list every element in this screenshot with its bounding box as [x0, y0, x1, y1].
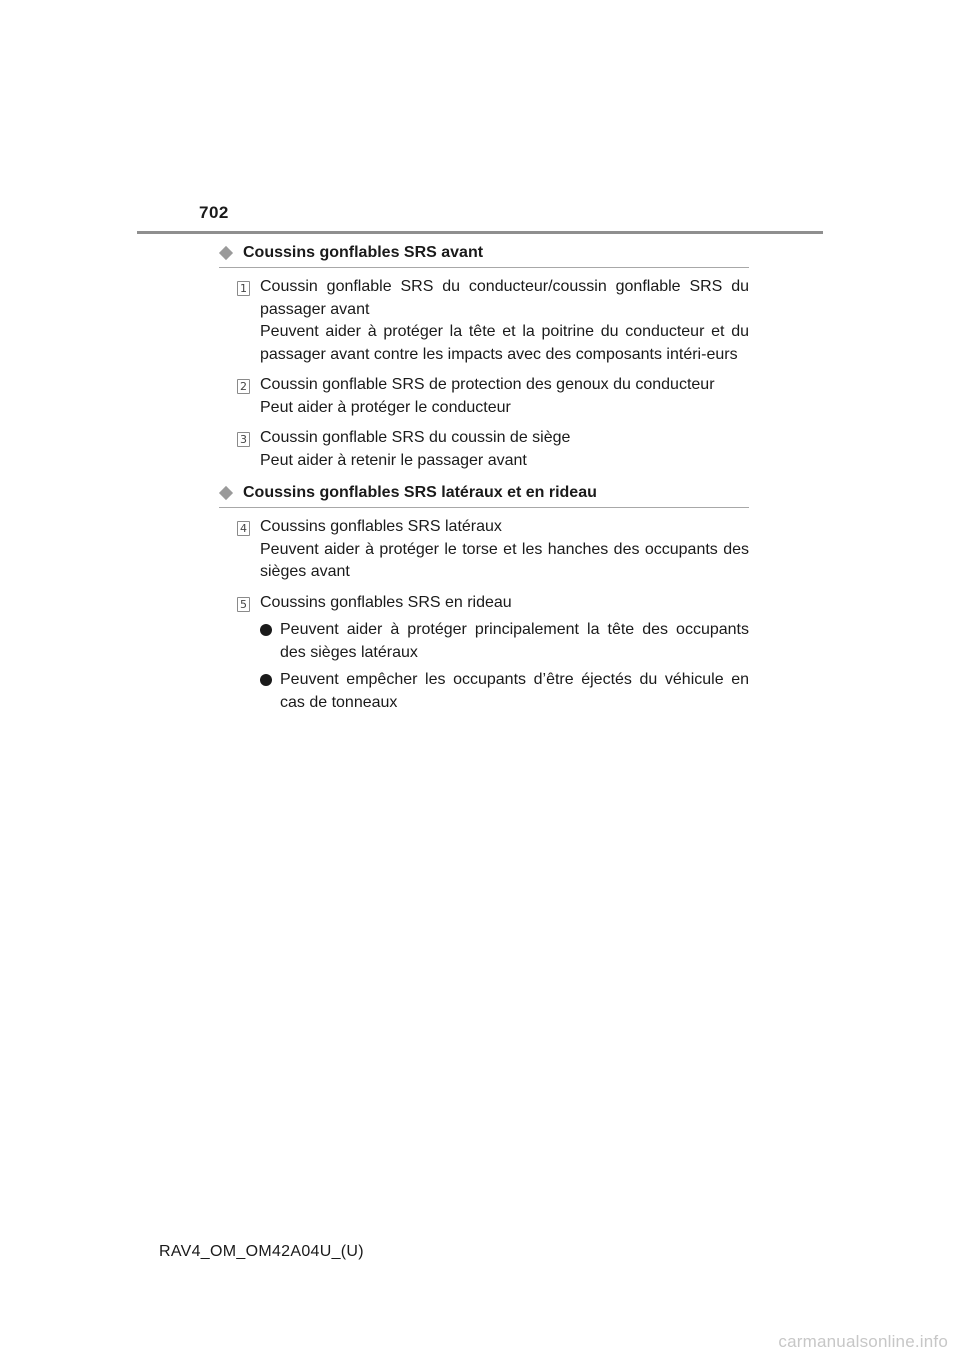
bullet-dot-icon: [260, 624, 272, 636]
list-item: [219, 592, 749, 715]
watermark: carmanualsonline.info: [778, 1332, 948, 1351]
item-description: Peuvent aider à protéger le torse et les hanches des occupants des sièges avant: [260, 540, 749, 580]
page-number: 702: [199, 203, 229, 222]
sub-bullet-text: Peuvent aider à protéger principalement la tête des occupants des sièges latéraux: [280, 621, 749, 661]
item-title: Coussins gonflables SRS en rideau: [260, 593, 512, 611]
item-number-badge: 1: [237, 281, 250, 296]
page-content: [219, 242, 749, 714]
sub-bullet-item: [260, 619, 749, 664]
item-title: Coussin gonflable SRS de protection des genoux du conducteur: [260, 376, 715, 393]
bullet-dot-icon: [260, 674, 272, 686]
diamond-bullet-icon: [219, 246, 233, 260]
item-description: Peut aider à retenir le passager avant: [260, 451, 527, 469]
header-rule: [137, 231, 823, 234]
sub-bullet-item: [260, 669, 749, 714]
sub-bullet-text: Peuvent empêcher les occupants d’être éjectés du véhicule en cas de tonneaux: [280, 671, 749, 711]
section-front-airbags: [219, 242, 749, 472]
list-item: [219, 516, 749, 584]
item-title: Coussins gonflables SRS latéraux: [260, 518, 502, 535]
section-heading: [219, 242, 749, 268]
section-heading: [219, 482, 749, 508]
list-item: [219, 427, 749, 472]
diamond-bullet-icon: [219, 486, 233, 500]
section-side-curtain-airbags: [219, 482, 749, 714]
list-item: [219, 374, 749, 419]
item-number-badge: 3: [237, 432, 250, 447]
section-heading-text: Coussins gonflables SRS latéraux et en rideau: [243, 484, 597, 501]
document-code: RAV4_OM_OM42A04U_(U): [159, 1243, 364, 1260]
item-number-badge: 5: [237, 597, 250, 612]
item-description: Peut aider à protéger le conducteur: [260, 398, 511, 416]
item-title: Coussin gonflable SRS du conducteur/coussin gonflable SRS du passager avant: [260, 278, 749, 318]
item-number-badge: 2: [237, 379, 250, 394]
list-item: [219, 276, 749, 366]
item-description: Peuvent aider à protéger la tête et la poitrine du conducteur et du passager avant contre les impacts avec des composants intéri-eurs: [260, 323, 749, 363]
section-heading-text: Coussins gonflables SRS avant: [243, 244, 484, 261]
item-title: Coussin gonflable SRS du coussin de siège: [260, 429, 571, 446]
item-number-badge: 4: [237, 521, 250, 536]
